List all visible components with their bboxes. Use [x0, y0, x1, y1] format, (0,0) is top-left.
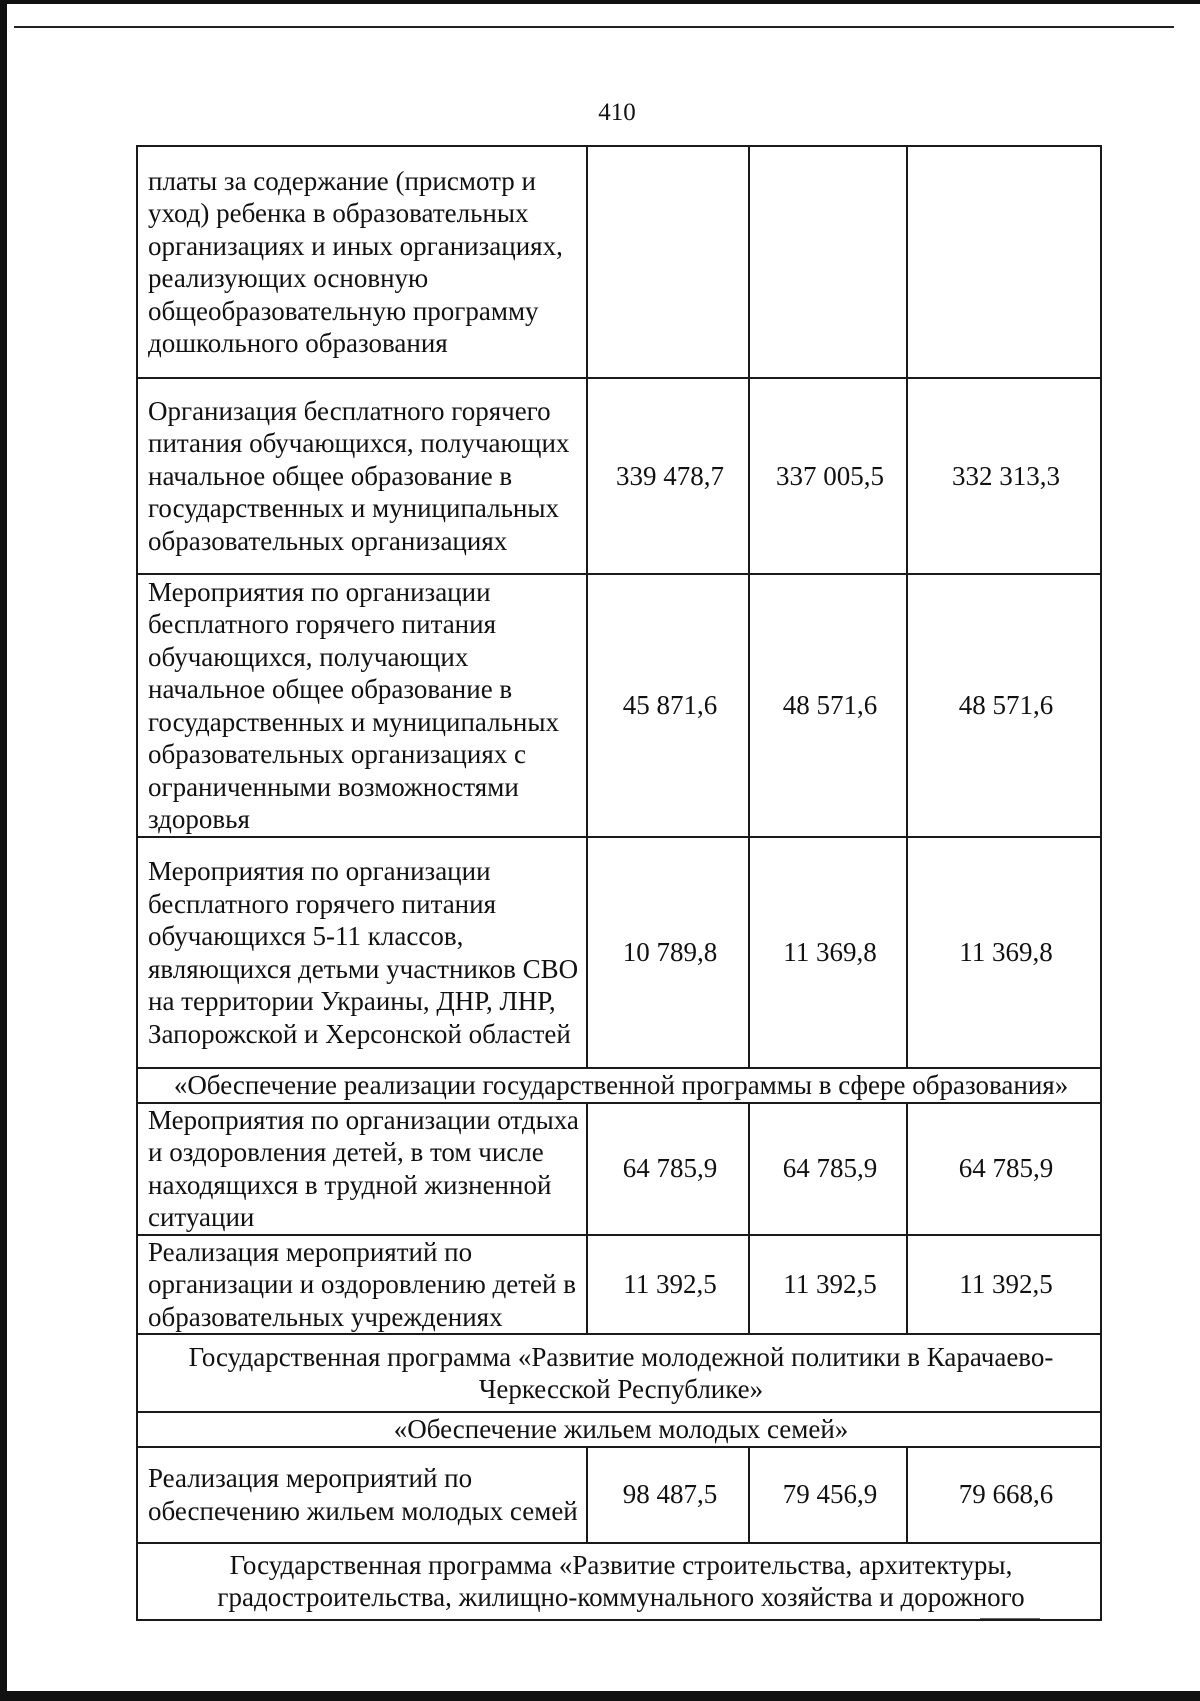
value-cell-year-3: [907, 146, 1101, 378]
row-description: Реализация мероприятий по организации и оздоровлению детей в образовательных учреждениях: [137, 1235, 587, 1335]
row-description: платы за содержание (присмотр и уход) ребенка в образовательных организациях и иных организациях, реализующих основную общеобразовательную программу дошкольного образования: [137, 146, 587, 378]
value-cell-year-1: 98 487,5: [587, 1447, 749, 1543]
table-row: [137, 1447, 1101, 1543]
section-title: «Обеспечение реализации государственной программы в сфере образования»: [137, 1068, 1101, 1103]
value-cell-year-3: 64 785,9: [907, 1103, 1101, 1235]
program-row: [137, 1334, 1101, 1412]
program-title: Государственная программа «Развитие строительства, архитектуры, градостроительства, жилищно-коммунального хозяйства и дорожного: [137, 1543, 1101, 1620]
value-cell-year-2: 79 456,9: [749, 1447, 907, 1543]
value-cell-year-3: 48 571,6: [907, 574, 1101, 837]
value-cell-year-2: 11 369,8: [749, 837, 907, 1068]
value-cell-year-1: 64 785,9: [587, 1103, 749, 1235]
value-cell-year-1: 45 871,6: [587, 574, 749, 837]
value-cell-year-3: 79 668,6: [907, 1447, 1101, 1543]
page-number: 410: [598, 99, 636, 126]
value-cell-year-1: [587, 146, 749, 378]
table-row: [137, 1103, 1101, 1235]
scan-border-bottom: [0, 1691, 1200, 1701]
value-cell-year-3: 332 313,3: [907, 378, 1101, 574]
value-cell-year-1: 11 392,5: [587, 1235, 749, 1335]
program-title: Государственная программа «Развитие молодежной политики в Карачаево-Черкесской Республике»: [137, 1334, 1101, 1412]
header-rule: [14, 26, 1174, 28]
section-title: «Обеспечение жильем молодых семей»: [137, 1412, 1101, 1447]
row-description: Мероприятия по организации бесплатного горячего питания обучающихся, получающих начальное общее образование в государственных и муниципальных образовательных организациях с ограниченными возможностями здоровья: [137, 574, 587, 837]
value-cell-year-2: [749, 146, 907, 378]
row-description: Мероприятия по организации бесплатного горячего питания обучающихся 5-11 классов, являющихся детьми участников СВО на территории Украины, ДНР, ЛНР, Запорожской и Херсонской областей: [137, 837, 587, 1068]
scan-border-top: [0, 0, 1200, 4]
budget-table: [136, 145, 1102, 1621]
value-cell-year-3: 11 369,8: [907, 837, 1101, 1068]
value-cell-year-1: 10 789,8: [587, 837, 749, 1068]
section-row: [137, 1068, 1101, 1103]
row-description: Организация бесплатного горячего питания обучающихся, получающих начальное общее образование в государственных и муниципальных образовательных организациях: [137, 378, 587, 574]
table-row: [137, 837, 1101, 1068]
table-row: [137, 146, 1101, 378]
row-description: Реализация мероприятий по обеспечению жильем молодых семей: [137, 1447, 587, 1543]
program-row: [137, 1543, 1101, 1620]
value-cell-year-3: 11 392,5: [907, 1235, 1101, 1335]
table-row: [137, 574, 1101, 837]
table-row: [137, 1235, 1101, 1335]
value-cell-year-2: 337 005,5: [749, 378, 907, 574]
value-cell-year-1: 339 478,7: [587, 378, 749, 574]
section-row: [137, 1412, 1101, 1447]
value-cell-year-2: 11 392,5: [749, 1235, 907, 1335]
table-row: [137, 378, 1101, 574]
value-cell-year-2: 64 785,9: [749, 1103, 907, 1235]
scan-border-left: [0, 0, 7, 1701]
row-description: Мероприятия по организации отдыха и оздоровления детей, в том числе находящихся в трудной жизненной ситуации: [137, 1103, 587, 1235]
value-cell-year-2: 48 571,6: [749, 574, 907, 837]
